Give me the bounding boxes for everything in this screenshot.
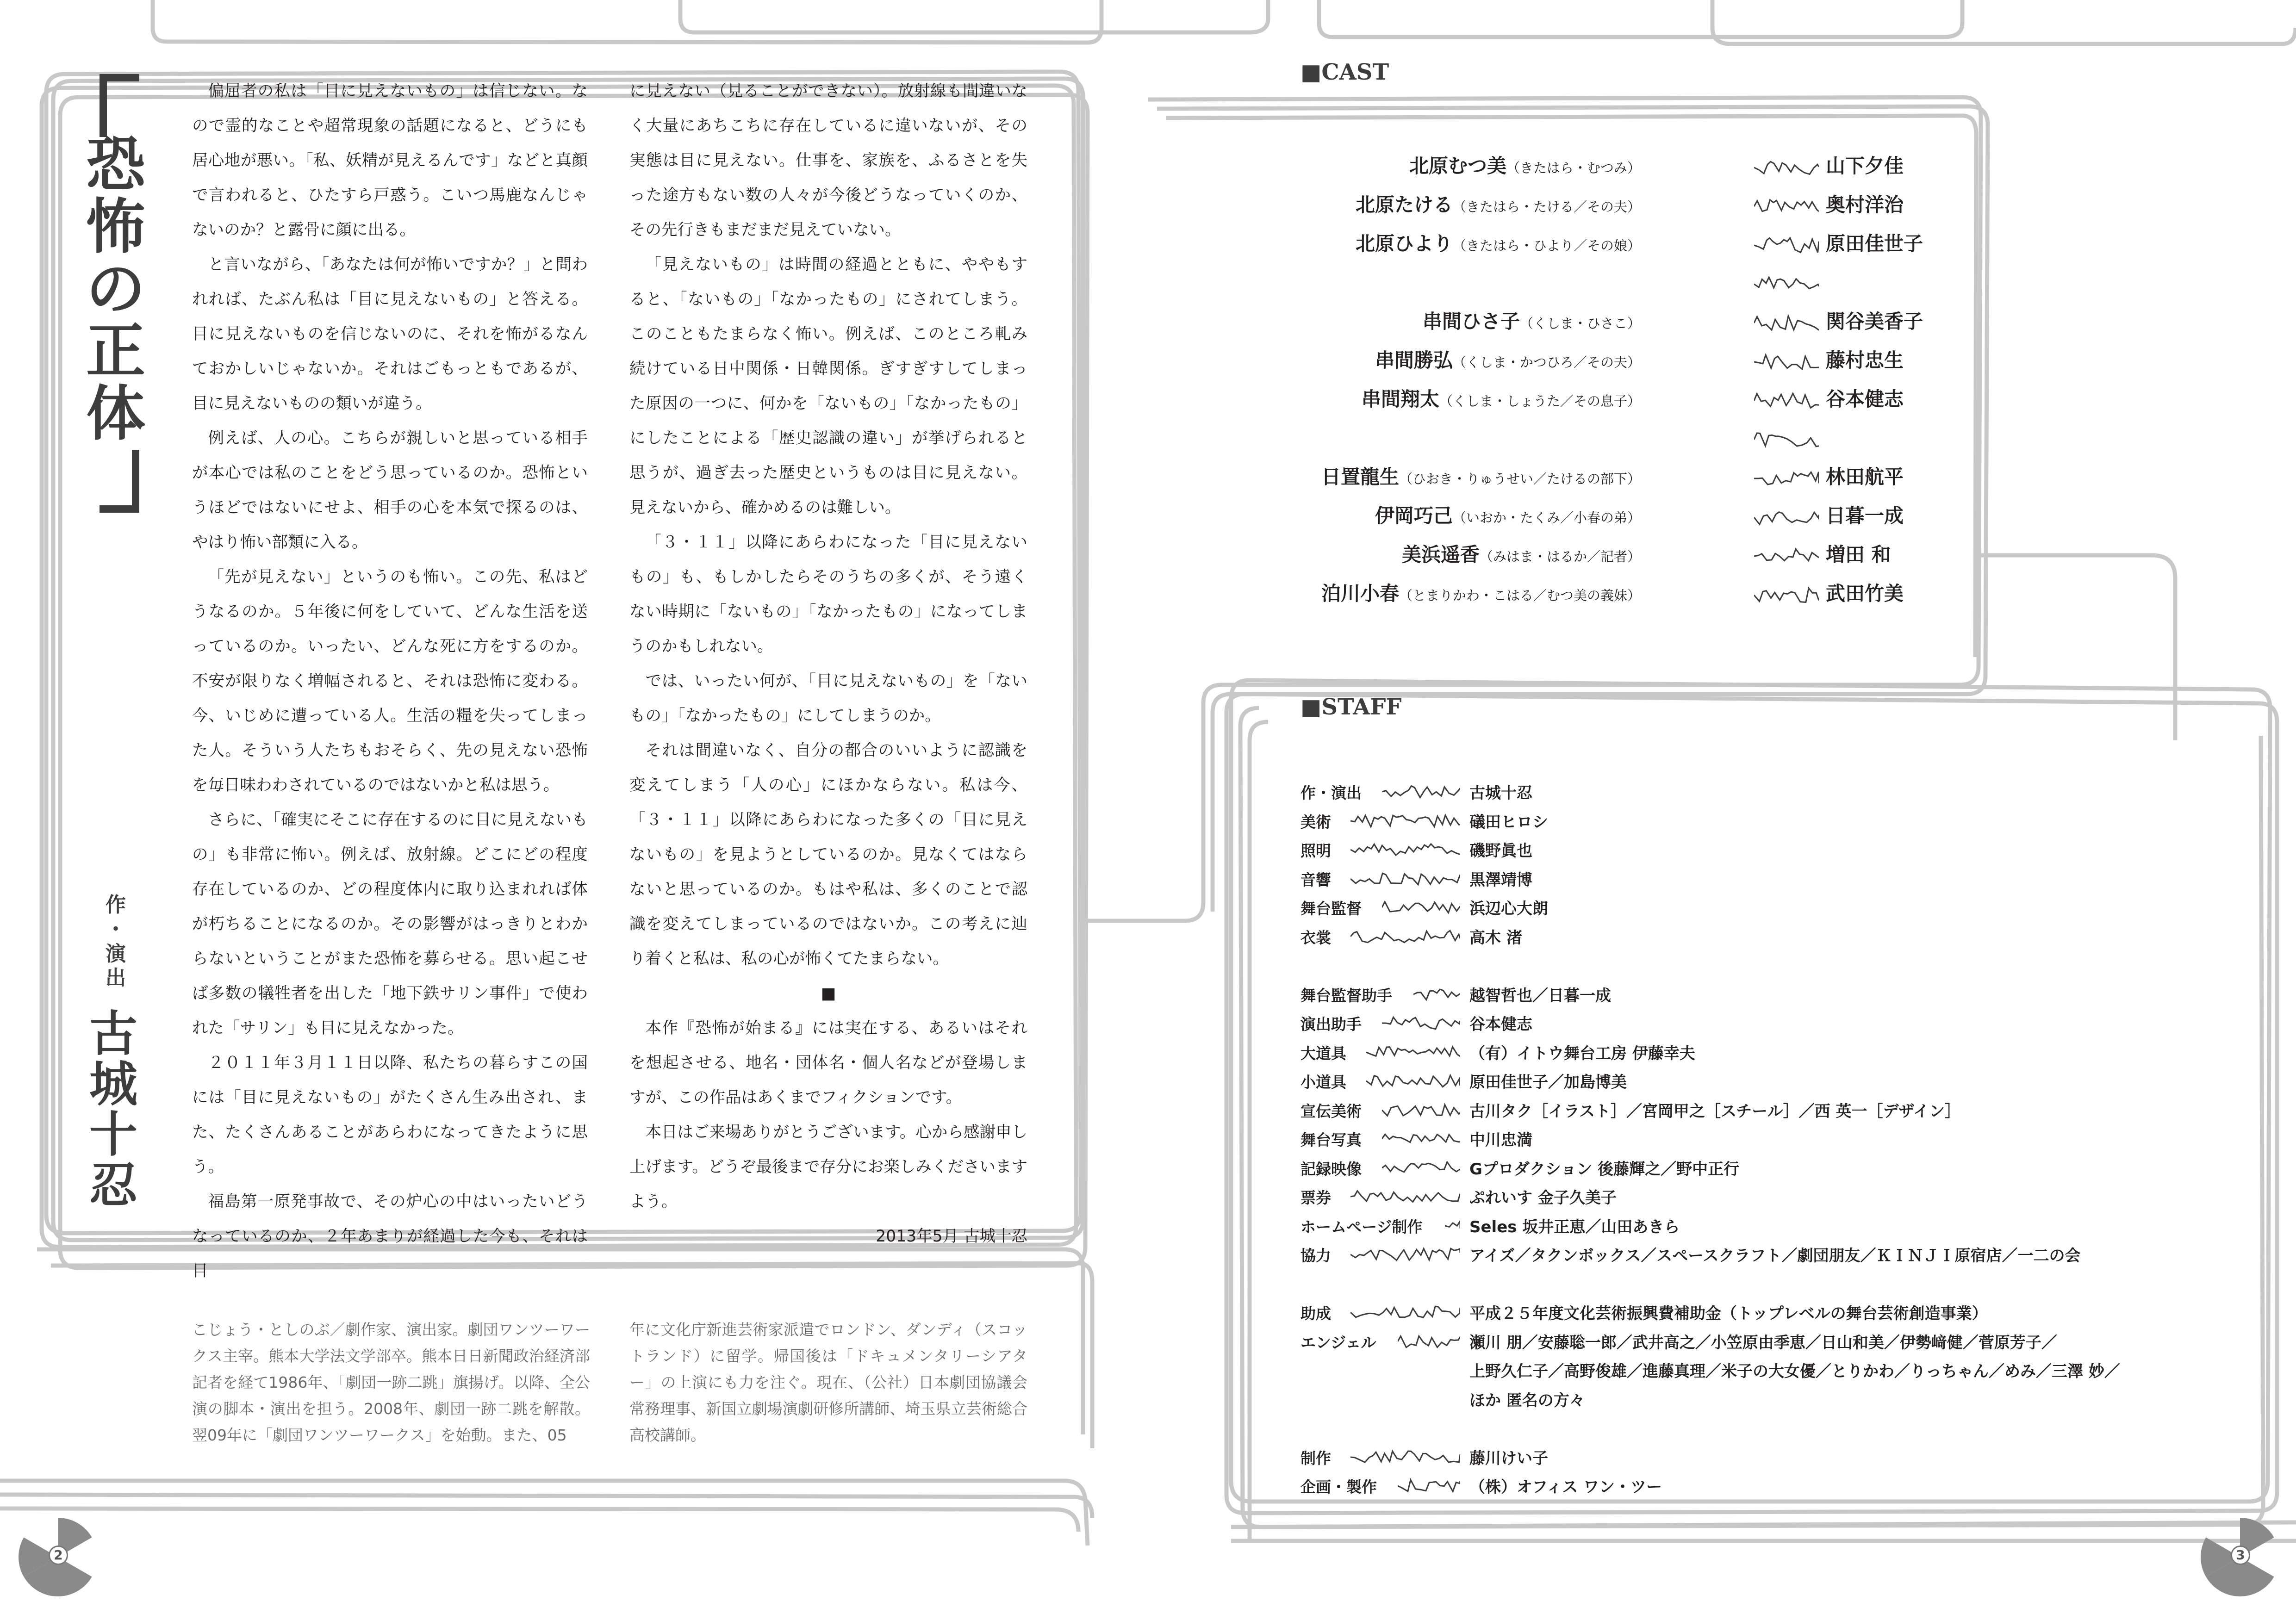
squiggle-leader-icon	[1382, 1102, 1460, 1118]
cast-role-reading: （くしま・ひさこ）	[1519, 316, 1641, 331]
squiggle-leader-icon	[1754, 469, 1819, 488]
cast-list	[1321, 148, 1990, 614]
staff-group-separator	[1300, 1414, 2180, 1443]
staff-row	[1300, 807, 2180, 836]
staff-names: 古川タク［イラスト］／宮岡甲之［スチール］／西 英一［デザイン］	[1469, 1102, 1961, 1121]
staff-group-separator	[1300, 951, 2180, 980]
squiggle-leader-icon	[1754, 586, 1819, 604]
title-char: の	[86, 254, 145, 324]
role-char: 出	[106, 966, 126, 990]
page-number-mark-right	[2196, 1513, 2284, 1601]
cast-row	[1342, 342, 1990, 381]
squiggle-leader-icon	[1398, 1334, 1460, 1349]
title-char: 恐	[86, 130, 145, 199]
cast-role	[1362, 384, 1641, 412]
cast-role-reading: （とまりかわ・こはる／むつ美の義妹）	[1399, 588, 1641, 603]
squiggle-leader-icon	[1382, 1131, 1460, 1147]
cast-row	[1321, 459, 1990, 498]
cast-role	[1356, 229, 1641, 256]
staff-row	[1300, 1443, 2180, 1472]
cast-role-name: 串間翔太	[1361, 388, 1439, 410]
staff-row	[1300, 1067, 2180, 1096]
cast-role-name: 伊岡巧己	[1375, 504, 1453, 527]
cast-role-reading: （きたはら・ひより／その娘）	[1452, 238, 1641, 254]
page-number: 3	[2231, 1546, 2250, 1565]
essay-paragraph: 「見えないもの」は時間の経過とともに、ややもすると、「ないもの」「なかったもの」にされてしまう。このこともたまらなく怖い。例えば、このところ軋み続けている日中関係・日韓関係。ぎすぎすしてしまった原因の一つに、何かを「ないもの」「なかったもの」にしたことによる「歴史認識の違い」が挙げられると思うが、過ぎ去った歴史というものは目に見えない。見えないから、確かめるのは難しい。	[629, 255, 1027, 517]
essay-paragraph: 偏屈者の私は「目に見えないもの」は信じない。なので霊的なことや超常現象の話題になると、どうにも居心地が悪い。「私、妖精が見えるんです」などと真顔で言われると、ひたすら戸惑う。こいつ馬鹿なんじゃないのか？と露骨に顔に出る。	[192, 82, 588, 239]
title-open-bracket	[76, 69, 155, 134]
staff-row	[1300, 1298, 2180, 1327]
staff-role: 小道具	[1300, 1073, 1346, 1091]
staff-row	[1300, 777, 2180, 807]
essay-paragraph: 本日はご来場ありがとうございます。心から感謝申し上げます。どうぞ最後まで存分にお楽しみくださいますよう。	[629, 1123, 1027, 1211]
cast-role-name: 串間勝弘	[1375, 349, 1453, 372]
cast-role-reading: （きたはら・たける／その夫）	[1452, 199, 1641, 215]
cast-actor: 山下夕佳	[1826, 155, 1904, 177]
staff-names: 磯野眞也	[1469, 842, 1532, 860]
cast-actor: 谷本健志	[1826, 388, 1904, 410]
staff-row	[1300, 1385, 2180, 1414]
cast-role	[1423, 306, 1641, 334]
staff-role: 演出助手	[1300, 1015, 1362, 1033]
essay-paragraph: 「３・１１」以降にあらわになった「目に見えないもの」も、もしかしたらそのうちの多くが、そう遠くない時期に「ないもの」「なかったもの」になってしまうのかもしれない。	[629, 533, 1027, 656]
cast-row	[1342, 498, 1990, 537]
staff-role: 記録映像	[1300, 1160, 1362, 1178]
squiggle-leader-icon	[1350, 1449, 1460, 1465]
section-separator: ■	[821, 984, 836, 1003]
author-profile-part-2: 年に文化庁新進芸術家派遣でロンドン、ダンディ（スコットランド）に留学。帰国後は「ドキュメンタリーシアター」の上演にも力を注ぐ。現在、（公社）日本劇団協議会常務理事、新国立劇場演劇研修所講師、埼玉県立芸術総合高校講師。	[629, 1321, 1027, 1444]
staff-row	[1300, 1038, 2180, 1067]
page-title	[76, 69, 155, 510]
essay-paragraph: さらに、「確実にそこに存在するのに目に見えないもの」も非常に怖い。例えば、放射線。どこにどの程度存在しているのか、どの程度体内に取り込まれれば体が朽ちることになるのか。その影響がはっきりとわからないということがまた恐怖を募らせる。思い起こせば多数の犠牲者を出した「地下鉄サリン事件」で使われた「サリン」も目に見えなかった。	[192, 811, 588, 1037]
staff-row	[1300, 1182, 2180, 1211]
staff-names: 越智哲也／日暮一成	[1469, 986, 1611, 1005]
cast-role-name: 北原たける	[1355, 193, 1453, 216]
cast-row	[1321, 576, 1990, 614]
staff-names: Seles 坂井正恵／山田あきら	[1469, 1217, 1680, 1236]
staff-row	[1300, 864, 2180, 894]
staff-names: 黒澤靖博	[1469, 870, 1532, 889]
cast-role-name: 北原ひより	[1355, 232, 1453, 255]
staff-row	[1300, 1471, 2180, 1501]
cast-role	[1321, 578, 1641, 606]
staff-role: エンジェル	[1300, 1333, 1376, 1352]
essay-paragraph: に見えない（見ることができない）。放射線も間違いなく大量にあちこちに存在しているに違いないが、その実態は目に見えない。仕事を、家族を、ふるさとを失った途方もない数の人々が今後どうなっていくのか、その先行きもまだまだ見えていない。	[629, 82, 1027, 239]
staff-row	[1300, 1009, 2180, 1038]
squiggle-leader-icon	[1350, 1247, 1460, 1262]
squiggle-leader-icon	[1366, 1044, 1460, 1060]
staff-role: 宣伝美術	[1300, 1102, 1362, 1120]
cast-role-reading: （いおか・たくみ／小春の弟）	[1452, 510, 1641, 526]
cast-role	[1402, 540, 1641, 567]
cast-role-name: 北原むつ美	[1409, 155, 1506, 177]
page-number-mark-left	[14, 1513, 102, 1601]
cast-actor: 奥村洋治	[1826, 193, 1904, 216]
staff-row	[1300, 1327, 2180, 1356]
staff-row	[1300, 1240, 2180, 1269]
cast-group-separator	[1342, 265, 1990, 304]
cast-actor: 原田佳世子	[1826, 232, 1923, 255]
essay-paragraph: と言いながら、「あなたは何が怖いですか？」と問われれば、たぶん私は「目に見えないもの」と答える。目に見えないものを信じないのに、それを怖がるなんておかしいじゃないか。それはごもっともであるが、目に見えないものの類いが違う。	[192, 255, 588, 413]
cast-role-name: 美浜遥香	[1401, 543, 1480, 566]
cast-row	[1342, 537, 1990, 576]
squiggle-leader-icon	[1754, 158, 1819, 177]
cast-actor: 増田 和	[1826, 543, 1891, 566]
role-char: 演	[106, 942, 126, 966]
staff-names: 藤川けい子	[1469, 1449, 1548, 1468]
staff-row	[1300, 1096, 2180, 1125]
cast-group-separator	[1342, 420, 1990, 459]
role-char: ・	[106, 917, 126, 941]
staff-row	[1300, 1124, 2180, 1154]
page-number: 2	[49, 1546, 68, 1565]
staff-row	[1300, 893, 2180, 922]
staff-role: 舞台監督	[1300, 900, 1362, 918]
staff-group-separator	[1300, 1269, 2180, 1298]
essay-paragraph: ２０１１年３月１１日以降、私たちの暮らすこの国には「目に見えないもの」がたくさん生み出され、また、たくさんあることがあらわになってきたように思う。	[192, 1054, 588, 1176]
cast-role-name: 泊川小春	[1321, 582, 1399, 605]
staff-role: 企画・製作	[1300, 1478, 1377, 1496]
squiggle-leader-icon	[1754, 353, 1819, 371]
staff-names: ほか 匿名の方々	[1469, 1391, 1585, 1410]
squiggle-leader-icon	[1754, 314, 1819, 332]
cast-heading: ■CAST	[1300, 59, 1389, 85]
author-char: 城	[89, 1056, 137, 1113]
staff-role: 作・演出	[1300, 784, 1362, 802]
squiggle-leader-icon	[1754, 197, 1819, 216]
staff-role: ホームページ制作	[1300, 1217, 1423, 1236]
staff-heading: ■STAFF	[1300, 694, 1402, 720]
staff-row	[1300, 1211, 2180, 1241]
cast-role	[1321, 462, 1641, 490]
staff-role: 美術	[1300, 813, 1331, 831]
essay-column-2	[629, 74, 1027, 1254]
author-char: 忍	[89, 1157, 137, 1214]
squiggle-leader-icon	[1350, 871, 1460, 887]
staff-names: 上野久仁子／高野俊雄／進藤真理／米子の大女優／とりかわ／りっちゃん／めみ／三澤 妙／	[1469, 1362, 2120, 1381]
staff-row	[1300, 835, 2180, 864]
squiggle-leader-icon	[1350, 1304, 1460, 1320]
author-char: 古	[89, 1006, 137, 1062]
squiggle-leader-icon	[1350, 1189, 1460, 1204]
staff-row	[1300, 1356, 2180, 1385]
role-char: 作	[106, 893, 126, 917]
cast-role	[1375, 501, 1641, 528]
cast-actor: 藤村忠生	[1826, 349, 1904, 372]
staff-row	[1300, 922, 2180, 951]
cast-role-reading: （くしま・かつひろ／その夫）	[1452, 354, 1641, 370]
staff-role: 音響	[1300, 870, 1331, 889]
staff-names: 原田佳世子／加島博美	[1469, 1073, 1627, 1092]
squiggle-leader-icon	[1754, 547, 1819, 565]
cast-role-reading: （くしま・しょうた／その息子）	[1439, 393, 1641, 409]
staff-names: （有）イトウ舞台工房 伊藤幸夫	[1469, 1044, 1695, 1063]
title-char: 怖	[86, 192, 145, 262]
staff-names: 谷本健志	[1469, 1015, 1532, 1034]
staff-names: 瀬川 朋／安藤聡一郎／武井高之／小笠原由季恵／日山和美／伊勢﨑健／菅原芳子／	[1469, 1333, 2057, 1352]
author-role	[102, 893, 130, 991]
cast-role	[1375, 345, 1641, 373]
staff-role: 衣裳	[1300, 928, 1331, 947]
cast-role	[1356, 190, 1641, 217]
squiggle-leader-icon	[1754, 391, 1819, 410]
cast-row	[1342, 304, 1990, 342]
staff-names: 礒田ヒロシ	[1469, 813, 1548, 832]
essay-signature: 2013年5月 古城十忍	[876, 1227, 1027, 1246]
staff-role: 照明	[1300, 842, 1331, 860]
staff-role: 票券	[1300, 1189, 1331, 1207]
cast-role-reading: （ひおき・りゅうせい／たけるの部下）	[1399, 471, 1641, 487]
cast-row	[1342, 187, 1990, 226]
staff-role: 制作	[1300, 1449, 1331, 1467]
author-name	[88, 1006, 139, 1214]
staff-list	[1300, 777, 2180, 1501]
cast-actor: 林田航平	[1826, 466, 1904, 488]
staff-names: 古城十忍	[1469, 784, 1532, 802]
squiggle-leader-icon	[1366, 1073, 1460, 1089]
squiggle-leader-icon	[1398, 1478, 1460, 1494]
essay-paragraph: 例えば、人の心。こちらが親しいと思っている相手が本心では私のことをどう思っているのか。恐怖というほどではないにせよ、相手の心を本気で探るのは、やはり怖い部類に入る。	[192, 429, 588, 552]
staff-names: ぷれいす 金子久美子	[1469, 1189, 1617, 1207]
title-close-bracket	[76, 445, 155, 510]
squiggle-leader-icon	[1445, 1218, 1460, 1234]
essay-paragraph: 「先が見えない」というのも怖い。この先、私はどうなるのか。５年後に何をしていて、どんな生活を送っているのか。いったい、どんな死に方をするのか。不安が限りなく増幅されると、それは恐怖に変わる。今、いじめに遭っている人。生活の糧を失ってしまった人。そういう人たちもおそらく、先の見えない恐怖を毎日味わわされているのではないかと私は思う。	[192, 568, 588, 794]
cast-role	[1409, 151, 1641, 179]
squiggle-leader-icon	[1754, 275, 1819, 293]
staff-role: 助成	[1300, 1304, 1331, 1322]
title-char: 体	[86, 379, 145, 448]
staff-role: 舞台写真	[1300, 1131, 1362, 1149]
cast-row	[1342, 226, 1990, 265]
squiggle-leader-icon	[1382, 900, 1460, 915]
staff-names: 浜辺心大朗	[1469, 900, 1548, 918]
staff-role: 舞台監督助手	[1300, 986, 1392, 1005]
squiggle-leader-icon	[1350, 842, 1460, 857]
cast-role-name: 串間ひさ子	[1422, 310, 1520, 333]
cast-actor: 武田竹美	[1826, 582, 1904, 605]
squiggle-leader-icon	[1382, 1160, 1460, 1176]
squiggle-leader-icon	[1350, 929, 1460, 944]
staff-names: 平成２５年度文化芸術振興費補助金（トップレベルの舞台芸術創造事業）	[1469, 1304, 1988, 1323]
author-profile-part-1: こじょう・としのぶ／劇作家、演出家。劇団ワンツーワークス主宰。熊本大学法文学部卒。熊本日日新聞政治経済部記者を経て1986年、「劇団一跡二跳」旗揚げ。以降、全公演の脚本・演出を担う。2008年、劇団一跡二跳を解散。翌09年に「劇団ワンツーワークス」を始動。また、05	[192, 1321, 590, 1444]
essay-paragraph: 本作『恐怖が始まる』には実在する、あるいはそれを想起させる、地名・団体名・個人名などが登場しますが、この作品はあくまでフィクションです。	[629, 1019, 1027, 1107]
staff-names: 高木 渚	[1469, 928, 1522, 947]
essay-paragraph: では、いったい何が、「目に見えないもの」を「ないもの」「なかったもの」にしてしまうのか。	[629, 672, 1027, 725]
cast-role-reading: （みはま・はるか／記者）	[1479, 549, 1641, 565]
staff-names: アイズ／タクンボックス／スペースクラフト／劇団朋友／ＫＩＮＪＩ原宿店／一二の会	[1469, 1247, 2081, 1265]
author-char: 十	[89, 1106, 137, 1163]
essay-column-1	[192, 74, 588, 1289]
staff-names: Gプロダクション 後藤輝之／野中正行	[1469, 1160, 1740, 1179]
squiggle-leader-icon	[1350, 813, 1460, 829]
staff-role: 大道具	[1300, 1044, 1346, 1062]
staff-names: （株）オフィス ワン・ツー	[1469, 1478, 1662, 1496]
cast-role-reading: （きたはら・むつみ）	[1506, 160, 1641, 176]
title-char: 正	[86, 317, 145, 386]
cast-row	[1342, 381, 1990, 420]
staff-names: 中川忠満	[1469, 1131, 1532, 1149]
squiggle-leader-icon	[1382, 1015, 1460, 1031]
cast-actor: 日暮一成	[1826, 504, 1904, 527]
cast-actor: 関谷美香子	[1826, 310, 1923, 333]
essay-paragraph: それは間違いなく、自分の都合のいいように認識を変えてしまう「人の心」にほかならない。私は今、「３・１１」以降にあらわになった多くの「目に見えないもの」を見ようとしているのか。見なくてはならないと思っているのか。もはや私は、多くのことで認識を変えてしまっているのではないか。この考えに辿り着くと私は、私の心が怖くてたまらない。	[629, 741, 1027, 968]
essay-paragraph: 福島第一原発事故で、その炉心の中はいったいどうなっているのか、２年あまりが経過した今も、それは目	[192, 1192, 588, 1280]
staff-row	[1300, 1154, 2180, 1183]
cast-row	[1342, 148, 1990, 187]
staff-row	[1300, 980, 2180, 1009]
squiggle-leader-icon	[1413, 987, 1460, 1002]
squiggle-leader-icon	[1754, 508, 1819, 527]
staff-role: 協力	[1300, 1247, 1331, 1265]
squiggle-leader-icon	[1754, 236, 1819, 254]
squiggle-leader-icon	[1754, 430, 1819, 449]
squiggle-leader-icon	[1382, 784, 1460, 800]
cast-role-name: 日置龍生	[1321, 466, 1399, 488]
